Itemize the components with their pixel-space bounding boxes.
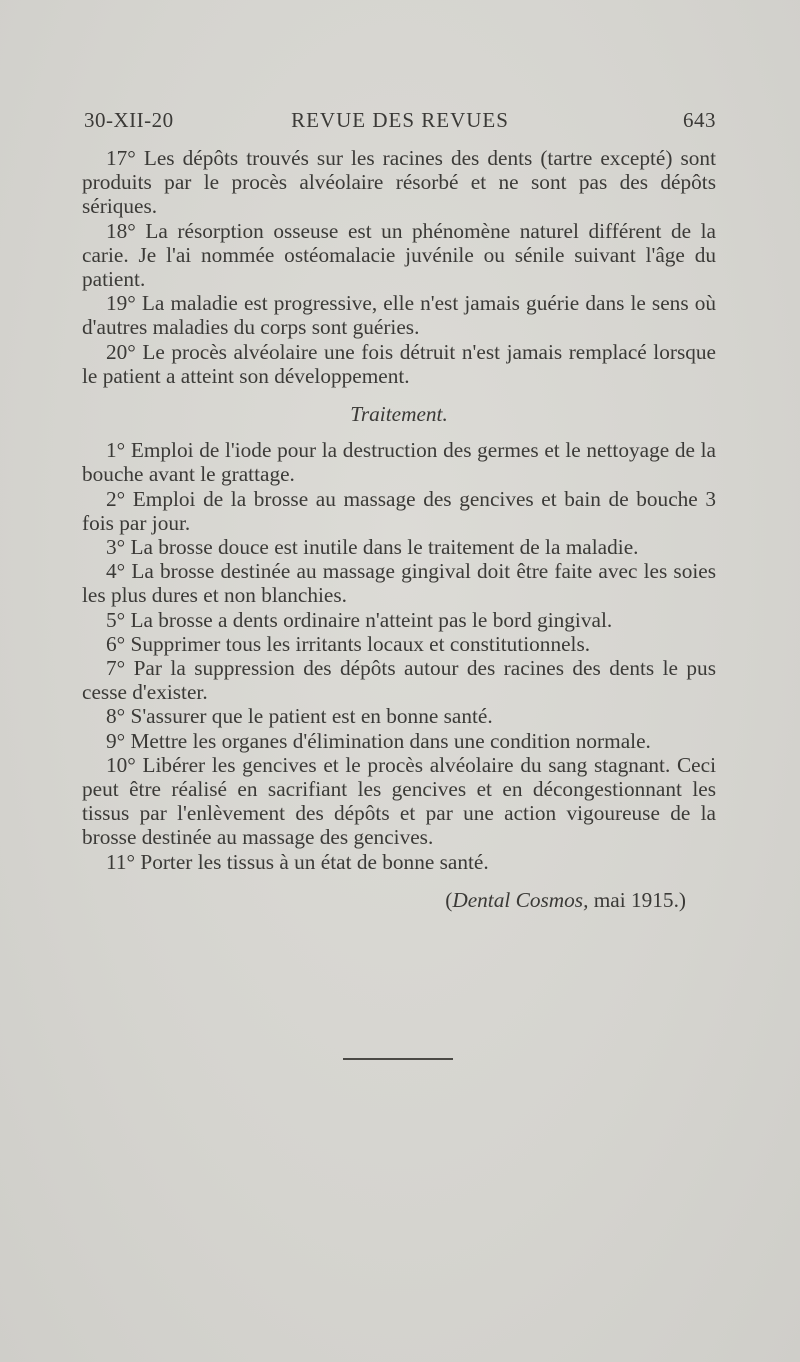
header-title: REVUE DES REVUES: [291, 108, 509, 132]
list-item: 6° Supprimer tous les irritants locaux et constitutionnels.: [106, 631, 591, 656]
list-item: 18° La résorption osseuse est un phénomène naturel différent de la carie. Je l'ai nommée ostéomalacie juvénile ou sénile suivant l'âge du patient.: [82, 218, 716, 292]
list-item: 4° La brosse destinée au massage gingival doit être faite avec les soies les plus dures et non blanchies.: [82, 559, 716, 608]
list-item: 10° Libérer les gencives et le procès alvéolaire du sang stagnant. Ceci peut être réalisé en sacrifiant les gencives et en décongestionnant les tissus par l'enlèvement des dépôts et par une action vigoureuse de la brosse destinée au massage des gencives.: [82, 752, 716, 850]
list-item: 2° Emploi de la brosse au massage des gencives et bain de bouche 3 fois par jour.: [82, 486, 716, 535]
article-body: [82, 146, 716, 933]
citation: [82, 888, 716, 912]
list-item: 9° Mettre les organes d'élimination dans une condition normale.: [106, 728, 651, 753]
list-item: 19° La maladie est progressive, elle n'est jamais guérie dans le sens où d'autres maladies du corps sont guéries.: [82, 291, 716, 340]
list-item: 20° Le procès alvéolaire une fois détruit n'est jamais remplacé lorsque le patient a atteint son développement.: [82, 339, 716, 388]
list-item: 1° Emploi de l'iode pour la destruction des germes et le nettoyage de la bouche avant le grattage.: [82, 438, 716, 487]
list-item: 8° S'assurer que le patient est en bonne santé.: [106, 704, 493, 729]
list-item: 7° Par la suppression des dépôts autour des racines des dents le pus cesse d'exister.: [82, 656, 716, 705]
running-header: [84, 108, 716, 138]
page-number: 643: [683, 108, 716, 132]
section-heading: Traitement.: [350, 402, 448, 427]
citation-source: Dental Cosmos,: [452, 887, 589, 912]
list-item: 11° Porter les tissus à un état de bonne santé.: [106, 849, 489, 874]
citation-open: (: [445, 887, 453, 912]
list-item: 3° La brosse douce est inutile dans le traitement de la maladie.: [106, 535, 639, 560]
header-date: 30-XII-20: [84, 108, 174, 132]
section-divider: [343, 1058, 453, 1060]
citation-date: mai 1915.): [588, 887, 686, 912]
list-item: 17° Les dépôts trouvés sur les racines des dents (tartre excepté) sont produits par le procès alvéolaire résorbé et ne sont pas des dépôts sériques.: [82, 146, 716, 219]
list-item: 5° La brosse a dents ordinaire n'atteint pas le bord gingival.: [106, 607, 613, 632]
